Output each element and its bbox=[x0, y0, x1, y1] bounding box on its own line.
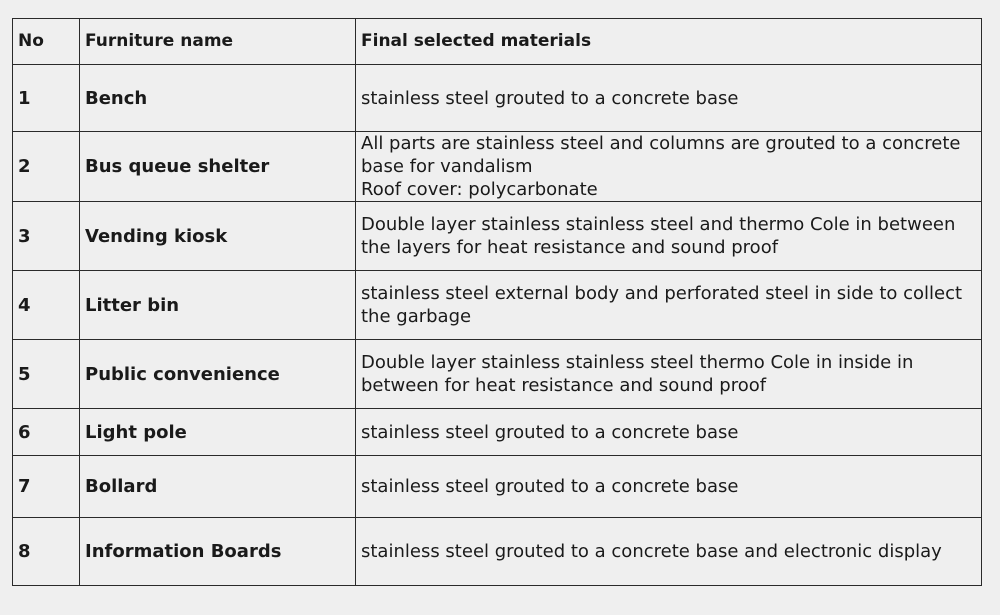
row-number: 8 bbox=[13, 518, 80, 586]
row-number: 4 bbox=[13, 271, 80, 340]
furniture-name: Bollard bbox=[80, 456, 356, 518]
header-furniture-name: Furniture name bbox=[80, 19, 356, 65]
table-row bbox=[13, 132, 982, 202]
table-row bbox=[13, 271, 982, 340]
furniture-name: Light pole bbox=[80, 409, 356, 456]
table-row bbox=[13, 202, 982, 271]
materials: stainless steel external body and perforated steel in side to collect the garbage bbox=[356, 271, 982, 340]
furniture-name: Litter bin bbox=[80, 271, 356, 340]
furniture-name: Bus queue shelter bbox=[80, 132, 356, 202]
materials: stainless steel grouted to a concrete base bbox=[356, 456, 982, 518]
row-number: 2 bbox=[13, 132, 80, 202]
furniture-name: Information Boards bbox=[80, 518, 356, 586]
row-number: 1 bbox=[13, 65, 80, 132]
materials: Double layer stainless stainless steel and thermo Cole in between the layers for heat resistance and sound proof bbox=[356, 202, 982, 271]
materials: stainless steel grouted to a concrete base and electronic display bbox=[356, 518, 982, 586]
row-number: 7 bbox=[13, 456, 80, 518]
table-row bbox=[13, 409, 982, 456]
furniture-name: Vending kiosk bbox=[80, 202, 356, 271]
table-row bbox=[13, 340, 982, 409]
header-final-selected-materials: Final selected materials bbox=[356, 19, 982, 65]
table-row bbox=[13, 65, 982, 132]
materials: Double layer stainless stainless steel thermo Cole in inside in between for heat resistance and sound proof bbox=[356, 340, 982, 409]
table-row bbox=[13, 518, 982, 586]
header-no: No bbox=[13, 19, 80, 65]
row-number: 6 bbox=[13, 409, 80, 456]
furniture-materials-table bbox=[12, 18, 982, 586]
furniture-name: Bench bbox=[80, 65, 356, 132]
row-number: 5 bbox=[13, 340, 80, 409]
table-header-row bbox=[13, 19, 982, 65]
materials: stainless steel grouted to a concrete base bbox=[356, 409, 982, 456]
materials: All parts are stainless steel and columns are grouted to a concrete base for vandalism Roof cover: polycarbonate bbox=[356, 132, 982, 202]
table-row bbox=[13, 456, 982, 518]
row-number: 3 bbox=[13, 202, 80, 271]
furniture-name: Public convenience bbox=[80, 340, 356, 409]
materials: stainless steel grouted to a concrete base bbox=[356, 65, 982, 132]
